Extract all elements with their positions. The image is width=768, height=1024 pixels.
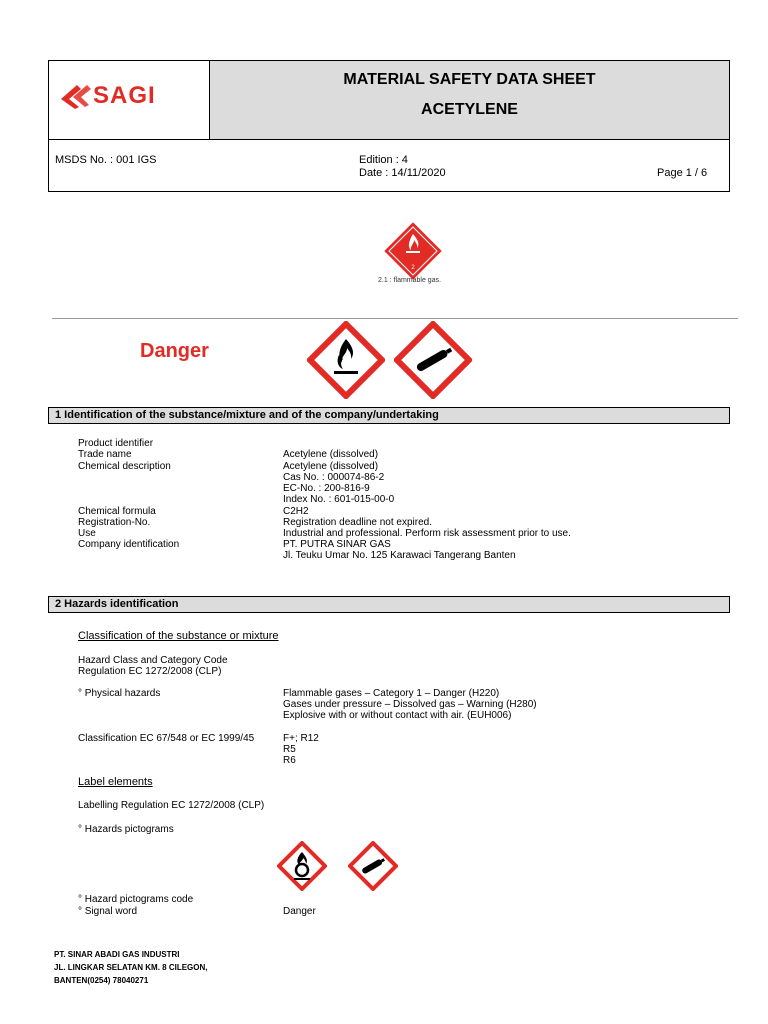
- signal-word-value: Danger: [283, 906, 316, 917]
- page-number: Page 1 / 6: [657, 167, 708, 179]
- gas-cylinder-small-icon: [348, 841, 398, 891]
- value-company-address: Jl. Teuku Umar No. 125 Karawaci Tangerang Banten: [283, 550, 516, 561]
- svg-text:2: 2: [411, 265, 415, 271]
- sagi-logo-icon: [59, 81, 95, 111]
- signal-word: Danger: [140, 340, 209, 362]
- transport-label-caption: 2.1 : flammable gas.: [378, 277, 442, 284]
- hazards-pictograms-label: ° Hazards pictograms: [78, 824, 174, 835]
- label-chemical-formula: Chemical formula: [78, 506, 156, 517]
- physical-hazards-label: ° Physical hazards: [78, 688, 161, 699]
- classification-ec-1: F+; R12: [283, 733, 319, 744]
- logo-text: SAGI: [93, 82, 156, 109]
- footer-address: [54, 948, 207, 987]
- value-ec-number: EC-No. : 200-816-9: [283, 483, 370, 494]
- substance-name: ACETYLENE: [421, 101, 518, 118]
- date: Date : 14/11/2020: [359, 167, 446, 179]
- value-use: Industrial and professional. Perform risk assessment prior to use.: [283, 528, 571, 539]
- physical-hazard-2: Gases under pressure – Dissolved gas – Warning (H280): [283, 699, 537, 710]
- label-product-identifier: Product identifier: [78, 438, 154, 449]
- flame-pictogram-icon: [307, 321, 385, 399]
- value-chemical-formula: C2H2: [283, 506, 309, 517]
- label-use: Use: [78, 528, 96, 539]
- physical-hazard-3: Explosive with or without contact with air. (EUH006): [283, 710, 512, 721]
- value-registration: Registration deadline not expired.: [283, 517, 432, 528]
- footer-city-phone: BANTEN(0254) 78040271: [54, 976, 149, 985]
- label-elements-subtitle: Label elements: [78, 776, 153, 788]
- pictograms-code-label: ° Hazard pictograms code: [78, 894, 194, 905]
- value-cas-number: Cas No. : 000074-86-2: [283, 472, 385, 483]
- label-chemical-description: Chemical description: [78, 461, 171, 472]
- section-2-heading: 2 Hazards identification: [48, 596, 730, 613]
- footer-street: JL. LINGKAR SELATAN KM. 8 CILEGON,: [54, 963, 208, 972]
- document-info: [49, 139, 729, 191]
- edition: Edition : 4: [359, 154, 408, 166]
- value-trade-name: Acetylene (dissolved): [283, 449, 379, 460]
- label-trade-name: Trade name: [78, 449, 132, 460]
- title-block: [210, 61, 729, 139]
- classification-ec-label: Classification EC 67/548 or EC 1999/45: [78, 733, 255, 744]
- labelling-regulation: Labelling Regulation EC 1272/2008 (CLP): [78, 800, 265, 811]
- classification-ec-2: R5: [283, 744, 296, 755]
- msds-number: MSDS No. : 001 IGS: [55, 154, 157, 166]
- classification-ec-3: R6: [283, 755, 296, 766]
- hazard-class-label: Hazard Class and Category Code: [78, 655, 228, 666]
- physical-hazard-1: Flammable gases – Category 1 – Danger (H220): [283, 688, 500, 699]
- regulation-label: Regulation EC 1272/2008 (CLP): [78, 666, 222, 677]
- value-chemical-description: Acetylene (dissolved): [283, 461, 379, 472]
- value-company-name: PT. PUTRA SINAR GAS: [283, 539, 391, 550]
- company-logo: [49, 61, 210, 139]
- transport-flammable-gas-icon: [384, 222, 442, 280]
- gas-cylinder-pictogram-icon: [394, 321, 472, 399]
- classification-subtitle: Classification of the substance or mixture: [78, 630, 279, 642]
- oxidizing-pictogram-icon: [277, 841, 327, 891]
- document-title: MATERIAL SAFETY DATA SHEET: [343, 71, 596, 88]
- label-company: Company identification: [78, 539, 180, 550]
- section-1-heading: 1 Identification of the substance/mixture and of the company/undertaking: [48, 407, 730, 424]
- label-registration: Registration-No.: [78, 517, 151, 528]
- footer-company: PT. SINAR ABADI GAS INDUSTRI: [54, 950, 180, 959]
- value-index-number: Index No. : 601-015-00-0: [283, 494, 395, 505]
- divider: [52, 318, 738, 319]
- document-header: [48, 60, 730, 192]
- signal-word-label: ° Signal word: [78, 906, 138, 917]
